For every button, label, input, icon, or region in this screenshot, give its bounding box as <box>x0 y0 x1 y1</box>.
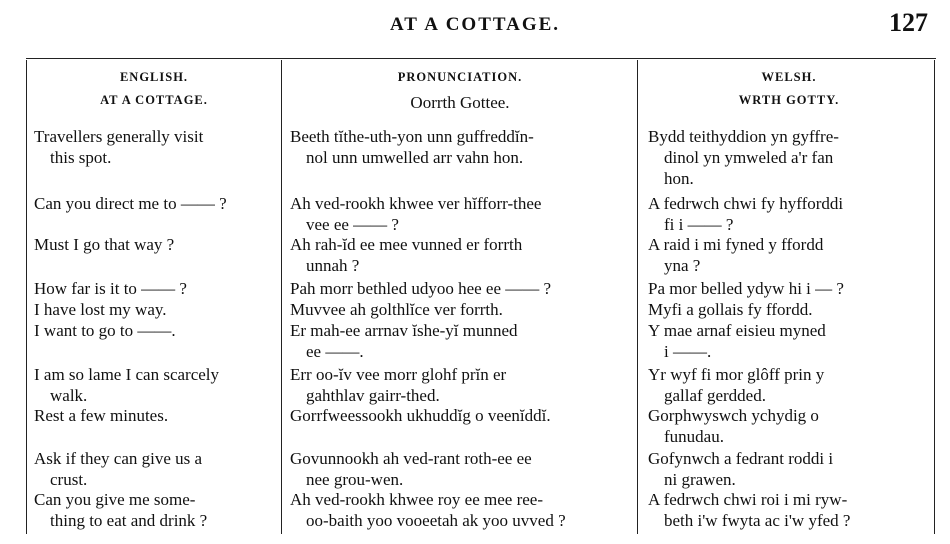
welsh-line: A raid i mi fyned y ffordd <box>648 235 824 254</box>
welsh-entry-4 <box>648 278 932 299</box>
welsh-column <box>648 70 930 108</box>
welsh-line: yna ? <box>664 256 701 275</box>
pronunciation-line: Muvvee ah golthlĭce ver forrth. <box>290 300 503 319</box>
pronunciation-line: Ah rah-ĭd ee mee vunned er forrth <box>290 235 523 254</box>
english-entry-3 <box>34 234 278 255</box>
english-entry-2 <box>34 193 278 214</box>
welsh-line: A fedrwch chwi roi i mi ryw- <box>648 490 848 509</box>
english-subheader: AT A COTTAGE. <box>100 93 208 107</box>
english-line: I have lost my way. <box>34 300 167 319</box>
pronunciation-line: Gorrfweessookh ukhuddĭg o veenĭddĭ. <box>290 406 551 425</box>
english-entry-5 <box>34 299 278 320</box>
pronunciation-entry-4 <box>290 278 632 299</box>
english-line: Travellers generally visit <box>34 127 204 146</box>
welsh-line: gallaf gerdded. <box>664 386 766 405</box>
pronunciation-entry-1 <box>290 126 632 168</box>
english-line: Rest a few minutes. <box>34 406 169 425</box>
pronunciation-line: vee ee —— ? <box>306 215 399 234</box>
welsh-header: WELSH. <box>761 70 817 84</box>
welsh-line: i ——. <box>664 342 712 361</box>
pronunciation-line: Er mah-ee arrnav ĭshe-yĭ munned <box>290 321 518 340</box>
welsh-line: Bydd teithyddion yn gyffre- <box>648 127 839 146</box>
english-line: Must I go that way ? <box>34 235 175 254</box>
english-line: this spot. <box>50 148 112 167</box>
page-number: 127 <box>889 8 928 37</box>
english-entry-1 <box>34 126 278 168</box>
english-line: Ask if they can give us a <box>34 449 203 468</box>
welsh-entry-5 <box>648 299 932 320</box>
pronunciation-line: oo-baith yoo vooeetah ak yoo uvved ? <box>306 511 566 530</box>
pronunciation-line: unnah ? <box>306 256 360 275</box>
welsh-entry-6 <box>648 320 932 362</box>
english-line: Can you direct me to —— ? <box>34 194 227 213</box>
welsh-entry-3 <box>648 234 932 276</box>
welsh-entry-1 <box>648 126 932 189</box>
pronunciation-entry-10 <box>290 489 632 531</box>
welsh-line: beth i'w fwyta ac i'w yfed ? <box>664 511 851 530</box>
welsh-entry-9 <box>648 448 932 490</box>
english-entry-7 <box>34 364 278 406</box>
welsh-line: Gofynwch a fedrant roddi i <box>648 449 834 468</box>
pronunciation-line: gahthlav gairr-thed. <box>306 386 440 405</box>
english-line: walk. <box>50 386 88 405</box>
welsh-line: funudau. <box>664 427 724 446</box>
pronunciation-entry-7 <box>290 364 632 406</box>
pronunciation-header: PRONUNCIATION. <box>397 70 523 84</box>
pronunciation-line: nol unn umwelled arr vahn hon. <box>306 148 524 167</box>
pronunciation-line: Ah ved-rookh khwee ver hĭfforr-thee <box>290 194 542 213</box>
welsh-line: A fedrwch chwi fy hyfforddi <box>648 194 844 213</box>
pronunciation-line: Pah morr bethled udyoo hee ee —— ? <box>290 279 552 298</box>
column-divider-2 <box>637 60 638 534</box>
welsh-entry-2 <box>648 193 932 235</box>
welsh-line: Myfi a gollais fy ffordd. <box>648 300 813 319</box>
pronunciation-entry-3 <box>290 234 632 276</box>
pronunciation-entry-2 <box>290 193 632 235</box>
english-line: I want to go to ——. <box>34 321 176 340</box>
pronunciation-line: nee grou-wen. <box>306 470 404 489</box>
pronunciation-line: Beeth tĭthe-uth-yon unn guffreddĭn- <box>290 127 534 146</box>
english-entry-9 <box>34 448 278 490</box>
welsh-entry-10 <box>648 489 932 531</box>
welsh-line: Pa mor belled ydyw hi i — ? <box>648 279 844 298</box>
welsh-entry-8 <box>648 405 932 447</box>
welsh-line: Y mae arnaf eisieu myned <box>648 321 826 340</box>
english-entry-10 <box>34 489 278 531</box>
english-line: How far is it to —— ? <box>34 279 187 298</box>
english-column <box>34 70 274 108</box>
pronunciation-entry-8 <box>290 405 632 426</box>
english-header: ENGLISH. <box>119 70 189 84</box>
welsh-line: hon. <box>664 169 694 188</box>
column-divider-1 <box>281 60 282 534</box>
welsh-entry-7 <box>648 364 932 406</box>
column-divider-right <box>934 60 935 534</box>
running-head: AT A COTTAGE. <box>389 14 561 35</box>
english-line: I am so lame I can scarcely <box>34 365 220 384</box>
english-entry-8 <box>34 405 278 426</box>
welsh-line: dinol yn ymweled a'r fan <box>664 148 834 167</box>
welsh-line: fi i —— ? <box>664 215 734 234</box>
pronunciation-line: ee ——. <box>306 342 364 361</box>
english-entry-4 <box>34 278 278 299</box>
column-divider-left <box>26 60 27 534</box>
english-line: Can you give me some- <box>34 490 196 509</box>
welsh-line: ni grawen. <box>664 470 736 489</box>
pronunciation-entry-5 <box>290 299 632 320</box>
english-line: crust. <box>50 470 88 489</box>
english-entry-6 <box>34 320 278 341</box>
pronunciation-entry-6 <box>290 320 632 362</box>
pronunciation-column <box>290 70 630 113</box>
pronunciation-line: Ah ved-rookh khwee roy ee mee ree- <box>290 490 543 509</box>
pronunciation-line: Err oo-ĭv vee morr glohf prĭn er <box>290 365 507 384</box>
pronunciation-line: Govunnookh ah ved-rant roth-ee ee <box>290 449 532 468</box>
welsh-subheader: WRTH GOTTY. <box>738 93 840 107</box>
welsh-line: Yr wyf fi mor glôff prin y <box>648 365 825 384</box>
welsh-line: Gorphwyswch ychydig o <box>648 406 819 425</box>
english-line: thing to eat and drink ? <box>50 511 208 530</box>
pronunciation-entry-9 <box>290 448 632 490</box>
pronunciation-subheader: Oorrth Gottee. <box>410 93 510 112</box>
